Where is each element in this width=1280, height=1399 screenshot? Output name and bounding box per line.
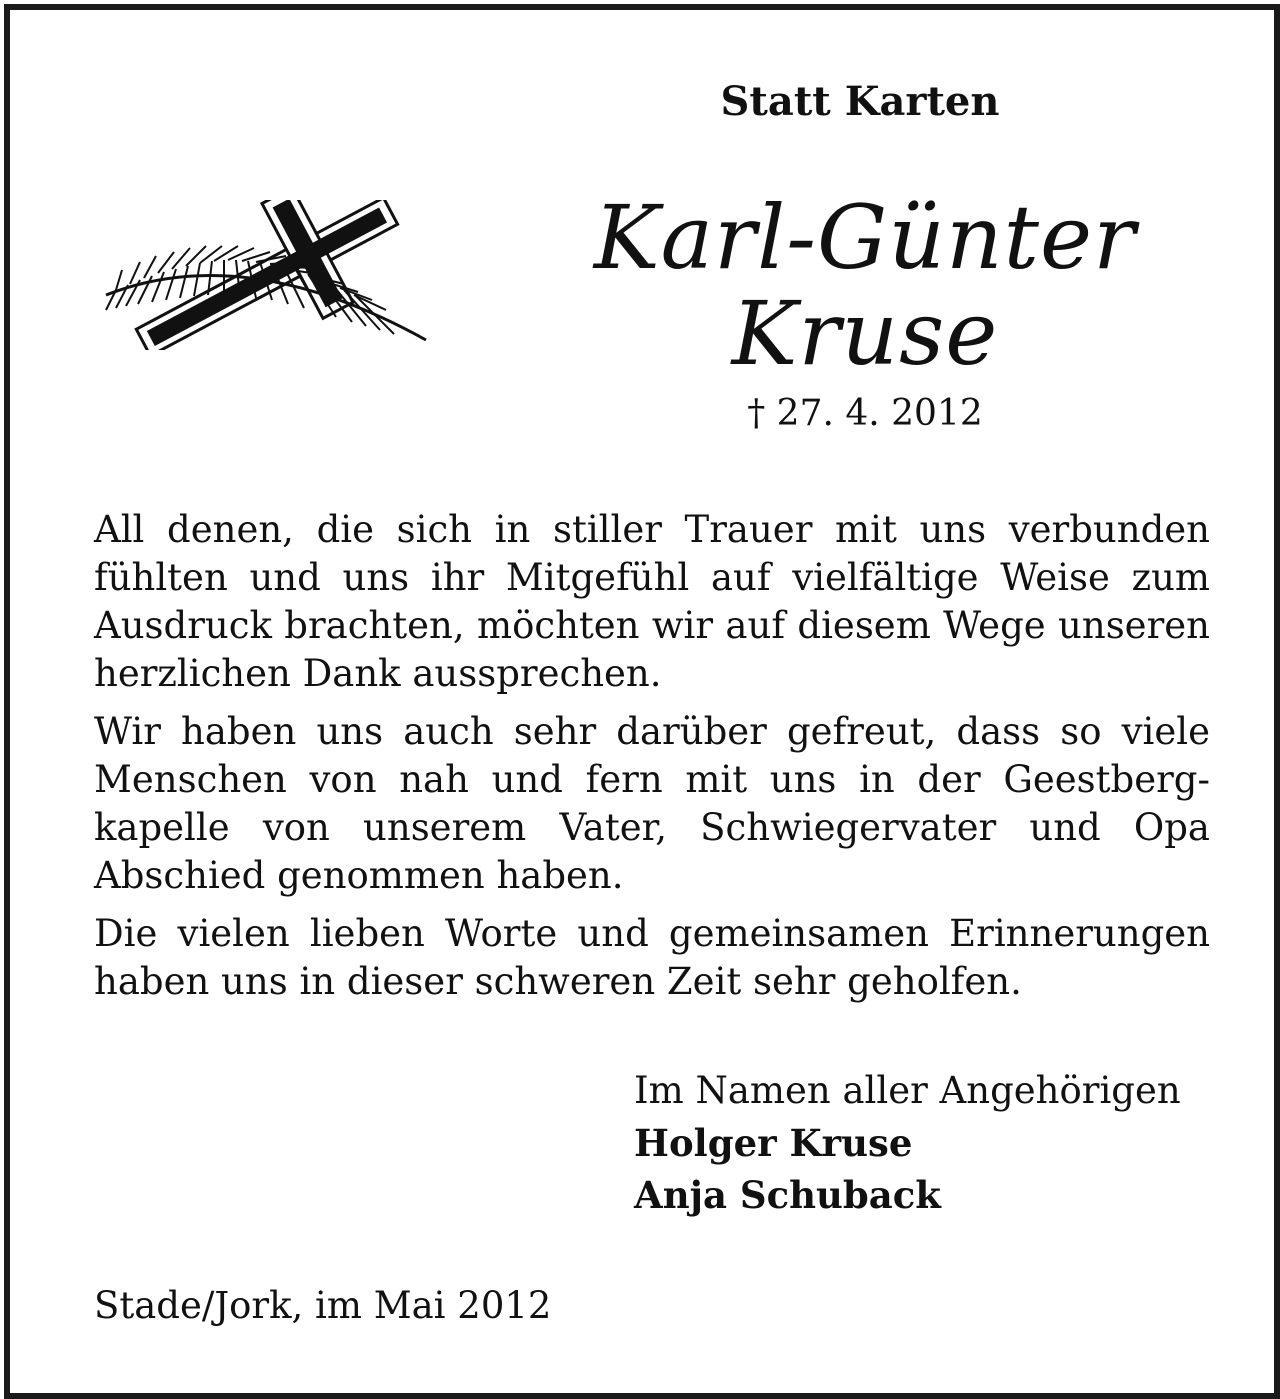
place-date: Stade/Jork, im Mai 2012 [94, 1284, 552, 1327]
signer-2: Anja Schuback [634, 1173, 941, 1217]
cross-with-palm-frond-icon [96, 200, 436, 350]
deceased-last-name: Kruse [731, 282, 999, 385]
notice-header: Statt Karten [720, 78, 1000, 125]
notice-body [94, 506, 1210, 1016]
signature-intro: Im Namen aller Angehörigen [634, 1069, 1181, 1112]
signature-block [634, 1065, 1214, 1221]
paragraph-1: All denen, die sich in stiller Trauer mit uns verbunden fühlten und uns ihr Mitgefühl auf vielfältige Weise zum Ausdruck brachten, möchten wir auf diesem Wege unseren herzlichen Dank aussprechen. [94, 508, 1210, 695]
deceased-first-name: Karl-Günter [593, 186, 1137, 289]
paragraph-2: Wir haben uns auch sehr darüber gefreut, dass so viele Menschen von nah und fern mit uns in der Geestbergkapelle von unserem Vater, Schwiegervater und Opa Abschied genommen haben. [94, 710, 1210, 897]
paragraph-3: Die vielen lieben Worte und gemeinsamen Erinnerungen haben uns in dieser schweren Zeit sehr geholfen. [94, 912, 1210, 1003]
death-date: † 27. 4. 2012 [747, 393, 983, 434]
signer-1: Holger Kruse [634, 1121, 913, 1165]
obituary-notice [4, 4, 1280, 1399]
